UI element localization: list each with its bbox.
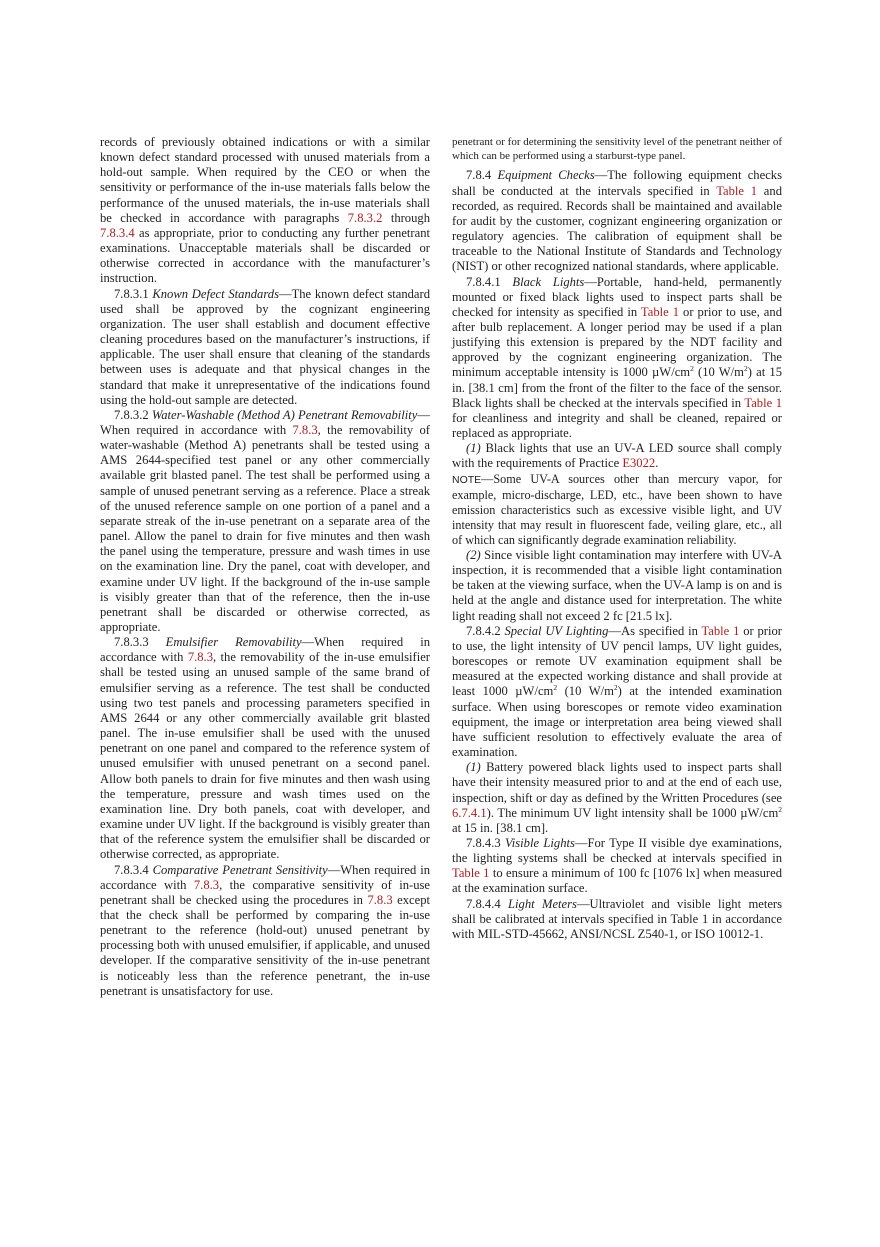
section-number: 7.8.4: [466, 168, 498, 183]
text: , the removability of water-washable (Method A) penetrants shall be tested using a AMS 2644-specified test panel or any other commercially available grit blasted panel. The test shall be performed using a sample of unused penetrant serving as a reference. Place a streak of the unused reference sample on one portion of a panel and a separate streak of the in-use penetrant on a separate area of the panel. Allow the panel to drain for five minutes and then wash the panel using the temperature, pressure and wash times in use on the examination line. Dry the panel, coat with developer, and examine under UV light. If the background of the in-use sample is visibly greater than that of the reference, then the in-use penetrant shall be discarded or otherwise corrected, as appropriate.: [100, 422, 431, 634]
section-number: 7.8.3.2: [114, 407, 152, 422]
text: records of previously obtained indications or with a similar known defect standard processed with unused materials from a hold-out sample. When required by the CEO or when the sensitivity or performance of the in-use materials falls below the performance of the unused materials, the in-use materials shall be checked in accordance with paragraphs: [100, 135, 430, 225]
section-7-8-4-1: [452, 275, 782, 442]
section-title: Known Defect Standards: [152, 286, 279, 301]
section-7-8-3-1: [100, 287, 430, 408]
link-7-8-3[interactable]: 7.8.3: [367, 892, 393, 907]
item-7-8-4-1-2: [452, 548, 782, 624]
text: Battery powered black lights used to inspect parts shall have their intensity measured prior to and at the end of each use, inspection, shift or day as defined by the Written Procedures (see: [452, 760, 782, 805]
text: —As specified in: [608, 623, 702, 638]
text: , the removability of the in-use emulsifier shall be tested using an unused sample of the same brand of emulsifier serving as a reference. The test shall be conducted using two test panels and processing parameters specified in AMS 2644 or any other commercially available grit blasted panel. The in-use emulsifier shall be used with the unused penetrant on one panel and compared to the reference system of unused emulsifier with unused penetrant on a second panel. Allow both panels to drain for five minutes and then wash using the temperature, pressure and wash times used on the examination line. Dry both panels, coat with developer, and examine under UV light. If the background is visibly greater than that of the reference system the emulsifier shall be discarded or otherwise corrected, as appropriate.: [100, 650, 430, 862]
link-table-1[interactable]: Table 1: [701, 623, 740, 638]
section-title: Emulsifier Removability: [165, 635, 302, 650]
section-title: Special UV Lighting: [504, 623, 609, 638]
section-title: Visible Lights: [505, 835, 575, 850]
text: and recorded, as required. Records shall be maintained and available for audit by the customer, cognizant engineering organization or regulatory agencies. The calibration of equipment shall be traceable to the National Institute of Standards and Technology (NIST) or other recognized national standards, where applicable.: [452, 183, 782, 274]
link-7-8-3[interactable]: 7.8.3: [292, 422, 318, 437]
text: —Ultraviolet and visible light meters shall be calibrated at intervals specified in Table 1 in accordance with MIL-STD-45662, ANSI/NCSL Z540-1, or ISO 10012-1.: [452, 896, 783, 941]
text: —Portable, hand-held, permanently mounted or fixed black lights used to inspect parts shall be checked for intensity as specified in: [452, 274, 782, 319]
section-7-8-4-3: [452, 836, 782, 897]
section-title: Equipment Checks: [497, 168, 595, 183]
link-table-1[interactable]: Table 1: [452, 866, 490, 881]
superscript: 2: [613, 683, 618, 693]
text: Since visible light contamination may interfere with UV-A inspection, it is recommended that a visible light contamination be taken at the viewing surface, when the UV-A lamp is on and is held at the angle and distance used for interpretation. The white light reading shall not exceed 2 fc [21.5 lx].: [452, 548, 782, 623]
text: at 15 in. [38.1 cm].: [452, 820, 549, 835]
section-number: 7.8.4.1: [466, 274, 513, 289]
link-7-8-3[interactable]: 7.8.3: [193, 877, 220, 892]
section-number: 7.8.3.4: [114, 862, 153, 877]
text: —When required in accordance with: [100, 862, 431, 892]
link-7-8-3-2[interactable]: 7.8.3.2: [347, 210, 383, 225]
text: except that the check shall be performed by comparing the in-use penetrant to the reference (hold-out) unused penetrant by processing both with unused emulsifier, if applicable, and unused developer. If the comparative sensitivity of the in-use penetrant is noticeably less than the reference penetrant, the in-use penetrant is unsatisfactory for use.: [100, 892, 430, 998]
left-column: [100, 135, 430, 999]
link-6-7-4-1[interactable]: 6.7.4.1: [452, 805, 487, 820]
text: or prior to use, the light intensity of UV pencil lamps, UV light guides, borescopes or remote UV examination equipment shall be measured at the expected working distance and shall provide at least 1000 µW/cm: [452, 623, 782, 699]
text: or prior to use, and after bulb replacement. A longer period may be used if a plan justifying this extension is prepared by the NDT facility and approved by the cognizant engineering organization. The minimum acceptable intensity is 1000 µW/cm: [452, 304, 782, 380]
link-table-1[interactable]: Table 1: [744, 395, 782, 410]
text: for cleanliness and integrity and shall be cleaned, repaired or replaced as appropriate.: [452, 410, 782, 441]
link-7-8-3-4[interactable]: 7.8.3.4: [100, 225, 135, 240]
text: —For Type II visible dye examinations, the lighting systems shall be checked at intervals specified in: [452, 835, 783, 866]
item-label: (2): [466, 548, 481, 562]
paragraph-intro: [100, 135, 430, 287]
superscript: 2: [778, 804, 782, 814]
section-title: Black Lights: [512, 274, 585, 289]
superscript: 2: [743, 364, 748, 374]
link-7-8-3[interactable]: 7.8.3: [187, 650, 213, 665]
section-number: 7.8.4.4: [466, 896, 509, 911]
note: [452, 472, 782, 548]
section-number: 7.8.4.3: [466, 835, 505, 850]
text: as appropriate, prior to conducting any further penetrant examinations. Unacceptable materials shall be discarded or otherwise corrected in accordance with the manufacturer’s instruction.: [100, 225, 430, 286]
section-number: 7.8.3.3: [114, 635, 166, 650]
section-number: 7.8.4.2: [466, 623, 505, 638]
superscript: 2: [690, 364, 694, 374]
text: —The known defect standard used shall be approved by the cognizant engineering organization. The user shall establish and document effective cleaning procedures based on the manufacturer’s instructions, if applicable. The user shall ensure that cleaning of the standards between uses is adequate and that physical changes in the standard that make it unrepresentative of the indications found using the hold-out sample are detected.: [100, 286, 431, 407]
link-e3022[interactable]: E3022: [622, 456, 656, 471]
text: (10 W/m: [557, 684, 614, 699]
text: through: [382, 210, 430, 225]
text: Black lights that use an UV-A LED source shall comply with the requirements of Practice: [452, 441, 782, 471]
link-table-1[interactable]: Table 1: [716, 183, 758, 198]
section-number: 7.8.3.1: [114, 286, 153, 301]
text: ) at the intended examination surface. When using borescopes or remote video examination equipment, the image or interpretation area being viewed shall have sufficient resolution to effectively evaluate the area of examination.: [452, 684, 782, 760]
item-7-8-4-2-1: [452, 760, 782, 836]
section-7-8-3-3: [100, 635, 430, 862]
superscript: 2: [553, 683, 558, 693]
text: —The following equipment checks shall be conducted at the intervals specified in: [452, 168, 782, 198]
item-7-8-4-1-1: [452, 441, 782, 471]
item-label: (1): [466, 441, 481, 456]
text: to ensure a minimum of 100 fc [1076 lx] when measured at the examination surface.: [452, 866, 783, 896]
section-title: Light Meters: [508, 896, 577, 911]
text: —When required in accordance with: [100, 635, 430, 665]
text: —Some UV-A sources other than mercury vapor, for example, micro-discharge, LED, etc., have been shown to have emission characteristics such as excessive visible light, and UV intensity that may result in fluorescent fade, veiling glare, etc., all of which can significantly degrade examination reliability.: [452, 471, 782, 547]
paragraph-continued: penetrant or for determining the sensitivity level of the penetrant neither of which can be performed using a starburst-type panel.: [452, 136, 782, 163]
text: ) at 15 in. [38.1 cm] from the front of the filter to the face of the sensor. Black lights shall be checked at the intervals specified in: [452, 365, 782, 410]
text: , the comparative sensitivity of in-use penetrant shall be checked using the procedures in: [100, 877, 431, 907]
link-table-1[interactable]: Table 1: [640, 304, 680, 319]
note-label: NOTE: [452, 473, 482, 486]
section-7-8-4: [452, 168, 782, 274]
section-title: Comparative Penetrant Sensitivity: [152, 862, 328, 877]
section-7-8-4-2: [452, 624, 782, 760]
section-7-8-3-2: [100, 408, 430, 635]
section-7-8-3-4: [100, 863, 430, 999]
section-7-8-4-4: [452, 897, 782, 942]
text: ). The minimum UV light intensity shall be 1000 µW/cm: [486, 805, 779, 820]
text: —When required in accordance with: [100, 407, 430, 437]
item-label: (1): [466, 760, 481, 775]
text: .: [655, 456, 659, 471]
section-title: Water-Washable (Method A) Penetrant Removability: [151, 407, 418, 422]
text: (10 W/m: [693, 365, 744, 380]
right-column: [452, 135, 782, 942]
